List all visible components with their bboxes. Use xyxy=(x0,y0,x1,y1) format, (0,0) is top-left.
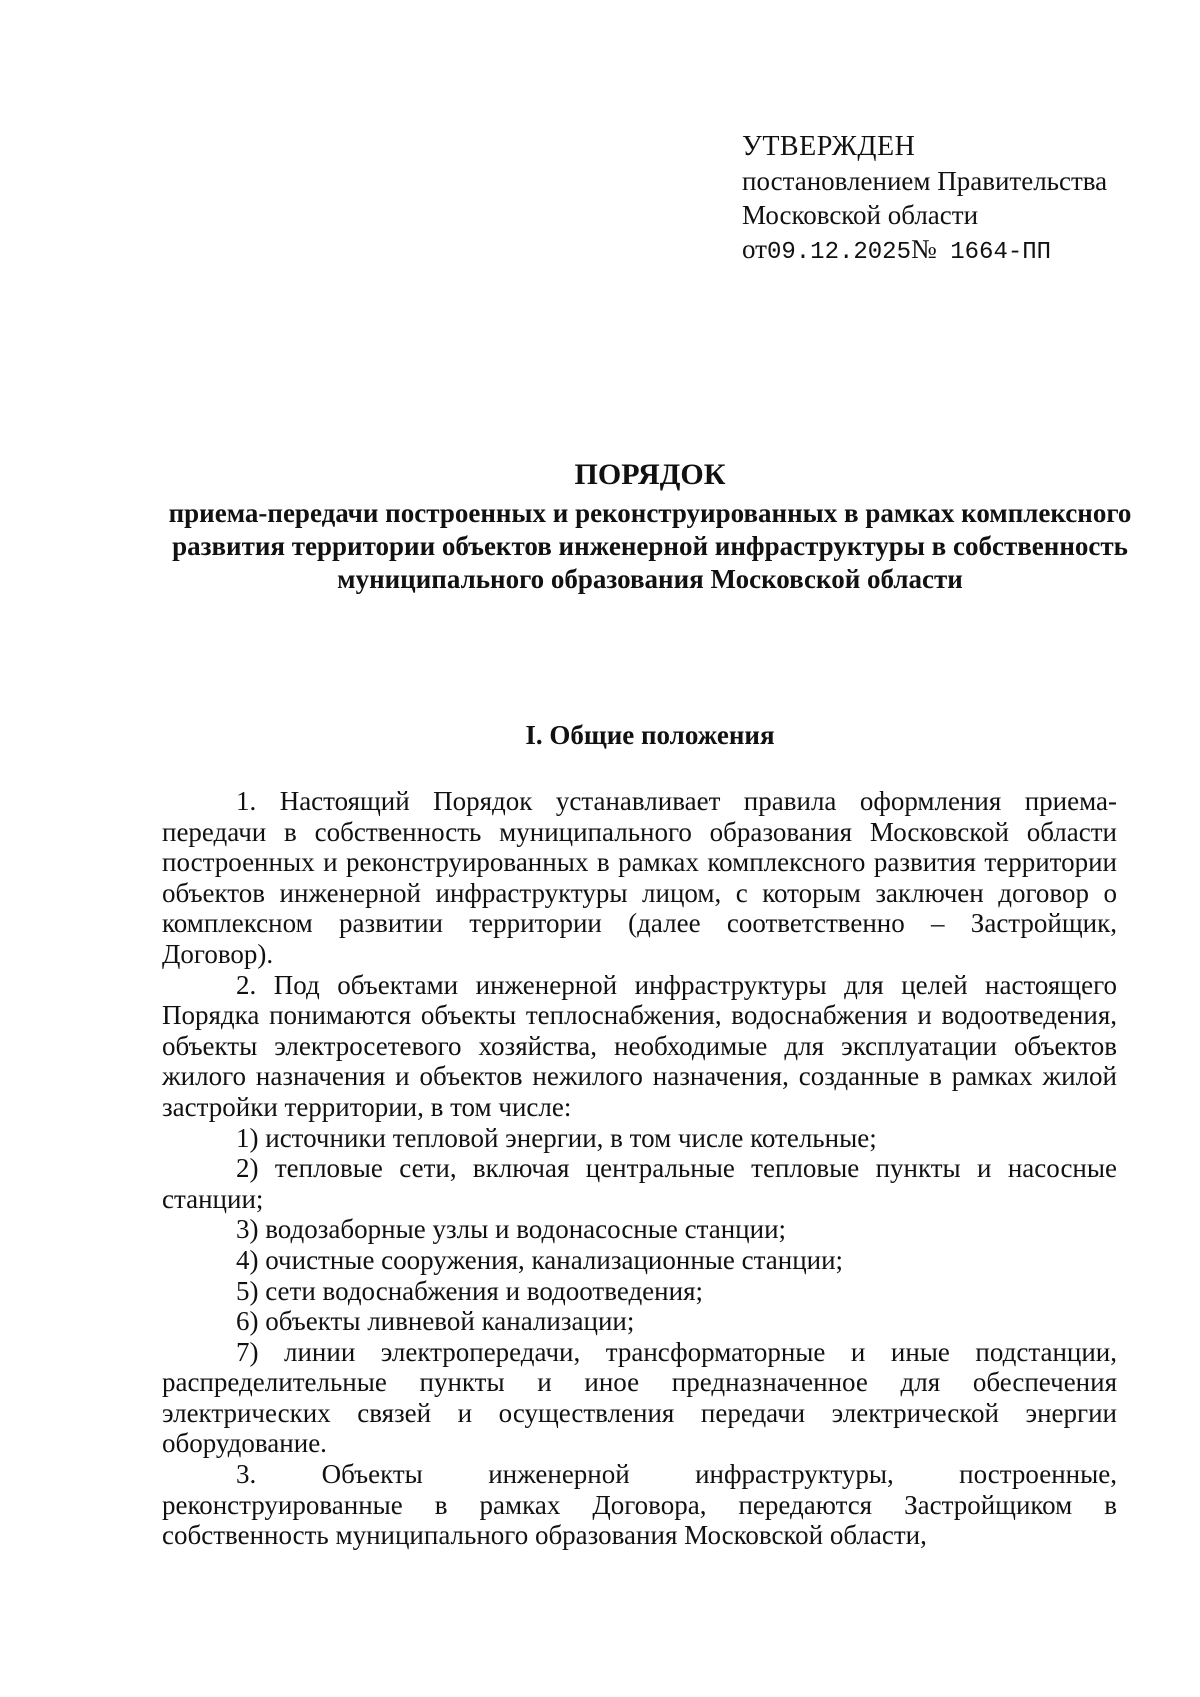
approval-title: УТВЕРЖДЕН xyxy=(742,131,916,162)
approval-number: 1664-ПП xyxy=(950,239,1052,266)
approval-stamp xyxy=(742,130,1182,270)
approval-line-resolution: постановлением Правительства xyxy=(742,166,1108,196)
document-title-block xyxy=(160,455,1140,596)
list-item: 6) объекты ливневой канализации; xyxy=(236,1306,635,1337)
approval-reference xyxy=(742,232,1182,270)
list-item: 4) очистные сооружения, канализационные станции; xyxy=(236,1244,844,1275)
list-item: 7) линии электропередачи, трансформаторные и иные подстанции, распределительные пункты и иное предназначенное для обеспечения электрических связей и осуществления передачи электрической энергии оборудование. xyxy=(162,1336,1117,1459)
approval-from-label: от xyxy=(742,234,767,264)
document-subtitle: приема-передачи построенных и реконструированных в рамках комплексного развития территории объектов инженерной инфраструктуры в собственность муниципального образования Московской области xyxy=(168,498,1132,594)
approval-date: 09.12.2025 xyxy=(766,239,911,266)
approval-line-region: Московской области xyxy=(742,200,979,230)
list-item: 3) водозаборные узлы и водонасосные станции; xyxy=(236,1214,787,1245)
list-item: 5) сети водоснабжения и водоотведения; xyxy=(236,1275,703,1306)
section-heading: I. Общие положения xyxy=(525,720,775,750)
paragraph-2: 2. Под объектами инженерной инфраструктуры для целей настоящего Порядка понимаются объекты теплоснабжения, водоснабжения и водоотведения, объекты электросетевого хозяйства, необходимые для эксплуатации объектов жилого назначения и объектов нежилого назначения, созданные в рамках жилой застройки территории, в том числе: xyxy=(162,969,1117,1122)
document-body xyxy=(162,786,1117,1551)
approval-number-label: № xyxy=(910,234,937,264)
document-title: ПОРЯДОК xyxy=(574,458,726,491)
paragraph-3: 3. Объекты инженерной инфраструктуры, построенные, реконструированные в рамках Договора, передаются Застройщиком в собственность муниципального образования Московской области, xyxy=(162,1459,1117,1551)
paragraph-1: 1. Настоящий Порядок устанавливает правила оформления приема-передачи в собственность муниципального образования Московской области построенных и реконструированных в рамках комплексного развития территории объектов инженерной инфраструктуры лицом, с которым заключен договор о комплексном развитии территории (далее соответственно – Застройщик, Договор). xyxy=(162,786,1117,969)
list-item: 2) тепловые сети, включая центральные тепловые пункты и насосные станции; xyxy=(162,1153,1117,1214)
list-item: 1) источники тепловой энергии, в том числе котельные; xyxy=(236,1122,877,1153)
